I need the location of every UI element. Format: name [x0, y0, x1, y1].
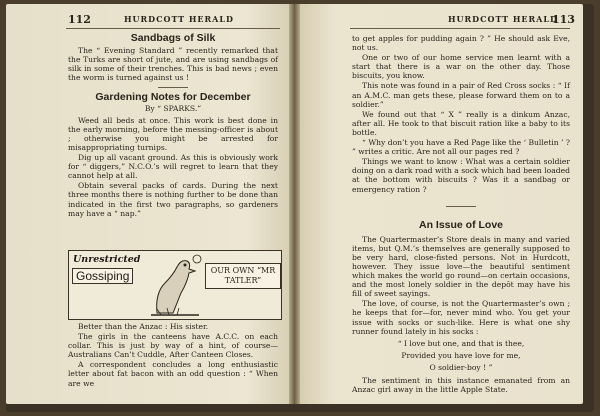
left-page-header	[6, 13, 289, 27]
cartoon-caption-top: Unrestricted	[73, 254, 141, 265]
paragraph: The love, of course, is not the Quartermaster’s own ; he keeps that for—for, never mind who. You get your issue with socks or such-like. Here is what one shy runner found lately in his socks :	[352, 299, 570, 336]
section-divider	[446, 206, 476, 207]
page-number: 113	[552, 13, 575, 26]
cartoon-illustration	[68, 250, 282, 320]
cartoon-caption-mid: Gossiping	[72, 268, 133, 284]
right-page	[300, 4, 583, 404]
cartoon-caption-right: OUR OWN “MR TATLER”	[205, 263, 281, 289]
header-rule	[66, 28, 280, 29]
paragraph: The sentiment in this instance emanated from an Anzac girl away in the little Apple State.	[352, 376, 570, 395]
paragraph: Better than the Anzac : His sister.	[78, 322, 209, 331]
paragraph: One or two of our home service men learnt with a start that there is a war on the other day. Those biscuits, you know.	[352, 53, 570, 81]
paragraph: A correspondent concludes a long enthusiastic letter about fat bacon with an odd question : “ When are we	[68, 360, 278, 388]
verse-line: O soldier-boy ! ”	[429, 362, 493, 372]
header-rule	[350, 28, 570, 29]
paragraph: The Quartermaster’s Store deals in many and varied items, but Q.M.’s themselves are generally supposed to be very hard, close-fisted persons. Not in Hurdcott, however. They issue love—the beautiful sentiment which makes the world go round—on certain occasions, and the most lonely soldier in the depôt may have his fill of sweet sayings.	[352, 234, 570, 299]
left-column-bottom	[68, 322, 278, 389]
byline: By “ SPARKS.”	[144, 103, 202, 113]
section-divider	[158, 87, 188, 88]
paragraph: Things we want to know : What was a certain soldier doing on a dark road with a sock which had been loaded at the bottom with biscuits ? Was it a sandbag or emergency ration ?	[352, 157, 570, 194]
verse-line: Provided you have love for me,	[401, 350, 521, 360]
paragraph: “ Why don’t you have a Red Page like the ‘ Bulletin ’ ? ” writes a critic. Are not all our pages red ?	[352, 138, 570, 157]
right-column	[352, 34, 570, 395]
running-head: HURDCOTT HERALD	[448, 14, 558, 24]
article-title-love: An Issue of Love	[418, 218, 503, 231]
paragraph: to get apples for pudding again ? ” He should ask Eve, not us.	[352, 34, 570, 53]
paragraph: We found out that “ X ” really is a dinkum Anzac, after all. He took to that biscuit ration like a baby to its bottle.	[352, 109, 570, 137]
paragraph: Weed all beds at once. This work is best done in the early morning, before the messing-officer is about ; otherwise you might be arrested for misappropriating turnips.	[68, 115, 278, 152]
book-gutter	[289, 4, 300, 404]
paragraph: Dig up all vacant ground. As this is obviously work for “ diggers,” N.C.O.’s will regret to learn that they cannot help at all.	[68, 153, 278, 181]
article-title-sandbags: Sandbags of Silk	[130, 32, 216, 44]
article-body: The “ Evening Standard ” recently remarked that the Turks are short of jute, and are using sandbags of silk in some of their trenches. This is bad news ; even the worm is turned against us !	[68, 46, 278, 83]
verse-line: “ I love but one, and that is thee,	[397, 338, 525, 348]
left-column-top	[68, 34, 278, 219]
right-page-header	[300, 13, 583, 27]
bird-drawing-icon	[147, 253, 203, 317]
article-title-gardening: Gardening Notes for December	[95, 91, 251, 104]
page-number: 112	[68, 13, 91, 26]
paragraph: The girls in the canteens have A.C.C. on each collar. This is just by way of a hint, of course—Australians Can’t Cuddle, After Canteen Closes.	[68, 332, 278, 360]
paragraph: This note was found in a pair of Red Cross socks : “ If an A.M.C. man gets these, please forward them on to a soldier.”	[352, 81, 570, 109]
running-head: HURDCOTT HERALD	[124, 14, 234, 24]
paragraph: Obtain several packs of cards. During the next three months there is nothing further to be done than indicated in the first two paragraphs, so gardeners may have a “ nap.”	[68, 181, 278, 218]
left-page	[6, 4, 289, 404]
